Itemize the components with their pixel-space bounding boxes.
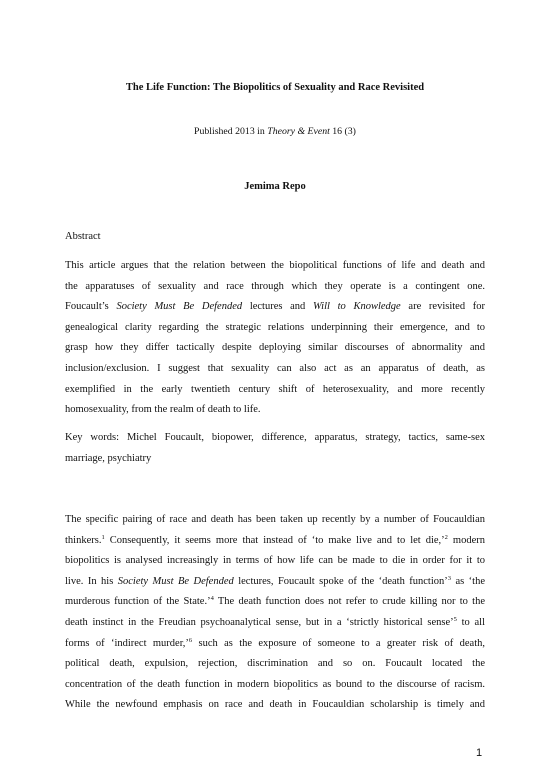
text-run: modern [447,534,485,546]
author-name: Jemima Repo [244,181,306,192]
book-title: Society Must Be Defended [116,301,243,313]
paper-title: The Life Function: The Biopolitics of Sexuality and Race Revisited [125,82,425,93]
body-line [65,634,485,655]
body-paragraph [65,510,485,716]
text-run: are revisited for [400,301,485,313]
body-line [65,531,485,552]
text-run: such as the exposure of someone to a greater risk of death, [192,637,485,649]
text-run: live. In his [65,575,118,587]
body-line: While the newfound emphasis on race and death in Foucauldian scholarship is timely and [65,699,485,711]
footnote-marker: 3 [447,574,452,582]
keywords-line: Key words: Michel Foucault, biopower, difference, apparatus, strategy, tactics, same-sex [65,432,485,443]
text-run: forms of ‘indirect murder,’ [65,637,189,649]
text-run: as ‘the [451,575,486,587]
keywords-line: marriage, psychiatry [65,452,152,464]
text-run: thinkers. [65,534,102,546]
journal-name: Theory & Event [267,126,330,137]
body-line [65,613,485,634]
text-run: lectures, Foucault spoke of the ‘death function’ [233,575,448,587]
text-run: Foucault’s [65,301,117,313]
body-line [65,592,485,613]
footnote-marker: 4 [210,595,214,603]
journal-issue: 16 (3) [329,126,356,137]
body-line: biopolitics is analysed increasingly in terms of how life can be made to die in order for it to [65,555,485,567]
abstract-line: the apparatuses of sexuality and race through which they operate is a contingent one. [65,280,485,292]
abstract-line: grasp how they differ tactically despite deploying similar discourses of abnormality and [65,342,485,354]
body-line: political death, expulsion, rejection, discrimination and so on. Foucault located the [65,658,485,670]
published-prefix: Published 2013 in [194,126,268,137]
text-run: to all [456,616,485,628]
abstract-heading: Abstract [65,231,101,242]
abstract-line: genealogical clarity regarding the strategic relations underpinning their emergence, and to [65,321,485,333]
book-title: Society Must Be Defended [117,575,234,587]
page-number: 1 [476,747,483,759]
body-line: The specific pairing of race and death has been taken up recently by a number of Foucauldian [65,514,485,525]
abstract-line: exemplified in the early twentieth century shift of heterosexuality, and more recently [65,383,485,395]
text-run: lectures and [242,301,313,313]
footnote-marker: 1 [101,533,105,541]
publication-info [0,126,550,137]
abstract-line: This article argues that the relation between the biopolitical functions of life and death and [65,260,485,271]
book-title: Will to Knowledge [313,301,401,313]
text-run: murderous function of the State.’ [65,596,211,608]
text-run: The death function does not refer to crude killing nor to the [213,596,486,608]
body-line [65,572,485,593]
abstract-text [65,256,485,421]
keywords [65,428,485,469]
footnote-marker: 5 [453,615,457,623]
text-run: Consequently, it seems more that instead of ‘to make live and to let die,’ [104,534,445,546]
footnote-marker: 6 [188,636,193,644]
footnote-marker: 2 [444,533,448,541]
body-line: concentration of the death function in modern biopolitics as bound to the discourse of racism. [65,678,485,690]
abstract-line: inclusion/exclusion. I suggest that sexuality can also act as an apparatus of death, as [65,362,485,374]
abstract-line [65,297,485,318]
text-run: death instinct in the Freudian psychoanalytical sense, but in a ‘strictly historical sense’ [65,616,454,628]
abstract-line: homosexuality, from the realm of death to life. [65,404,261,416]
